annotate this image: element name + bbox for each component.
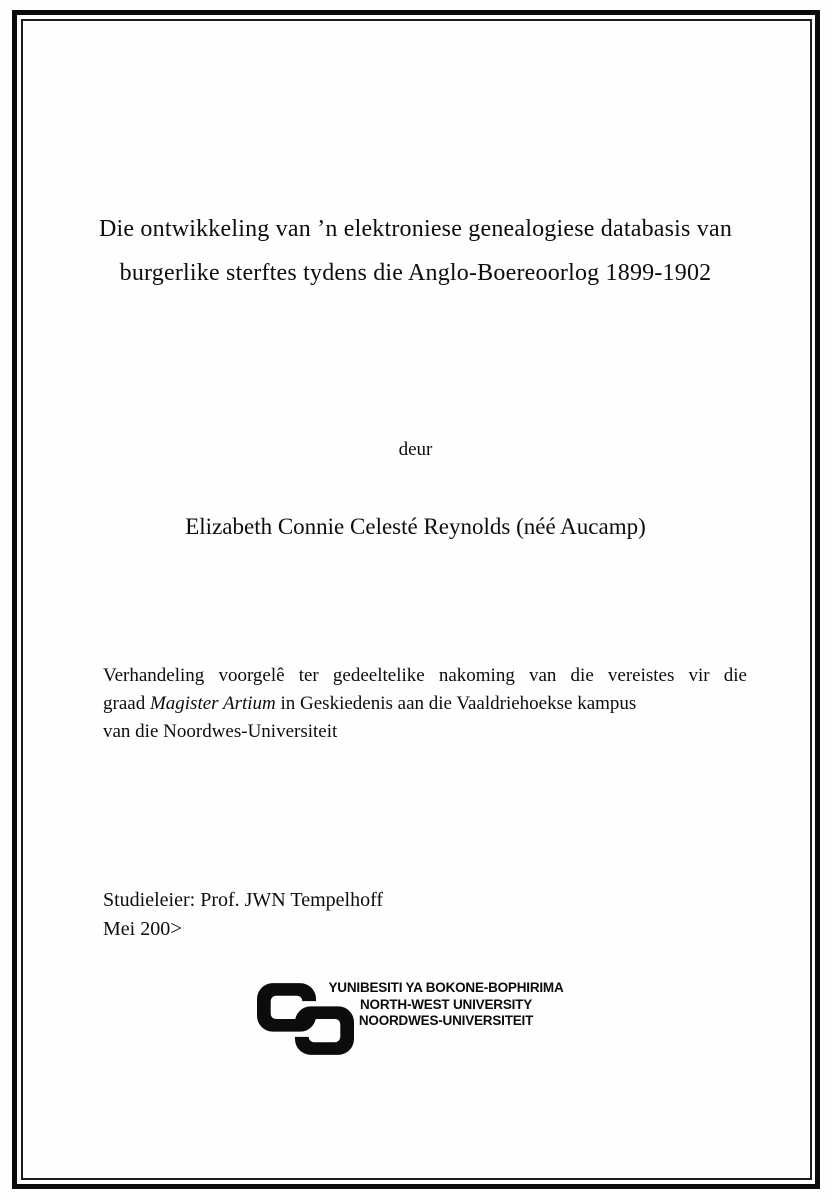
logo-line-setswana: YUNIBESITI YA BOKONE-BOPHIRIMA [328, 980, 564, 995]
thesis-title-line1: Die ontwikkeling van ’n elektroniese genealogiese databasis van [98, 216, 733, 242]
thesis-title [60, 207, 771, 295]
university-logo [257, 978, 587, 1058]
statement-segment-post: in Geskiedenis aan die Vaaldriehoekse kampus [275, 693, 637, 714]
logo-line-afrikaans: NOORDWES-UNIVERSITEIT [358, 1013, 534, 1028]
supervisor-line: Studieleier: Prof. JWN Tempelhoff [103, 889, 384, 911]
date-text: Mei 200 [103, 918, 171, 940]
date-distorted-digit: > [170, 916, 183, 940]
statement-degree-name-italic: Magister Artium [149, 693, 276, 714]
supervisor-and-date [103, 886, 383, 943]
degree-statement-line3: van die Noordwes-Universiteit [103, 721, 338, 742]
date-line [103, 914, 383, 943]
logo-line-english: NORTH-WEST UNIVERSITY [359, 996, 533, 1012]
degree-statement [103, 662, 747, 746]
university-logo-text [319, 980, 573, 1030]
thesis-title-line2: burgerlike sterftes tydens die Anglo-Boereoorlog 1899-1902 [119, 260, 712, 286]
degree-statement-line2 [103, 690, 747, 718]
byline-deur: deur [398, 439, 433, 460]
author-name: Elizabeth Connie Celesté Reynolds (néé Aucamp) [185, 514, 646, 539]
degree-statement-line1: Verhandeling voorgelê ter gedeeltelike nakoming van die vereistes vir die [103, 665, 747, 686]
statement-segment-pre: graad [103, 693, 150, 714]
